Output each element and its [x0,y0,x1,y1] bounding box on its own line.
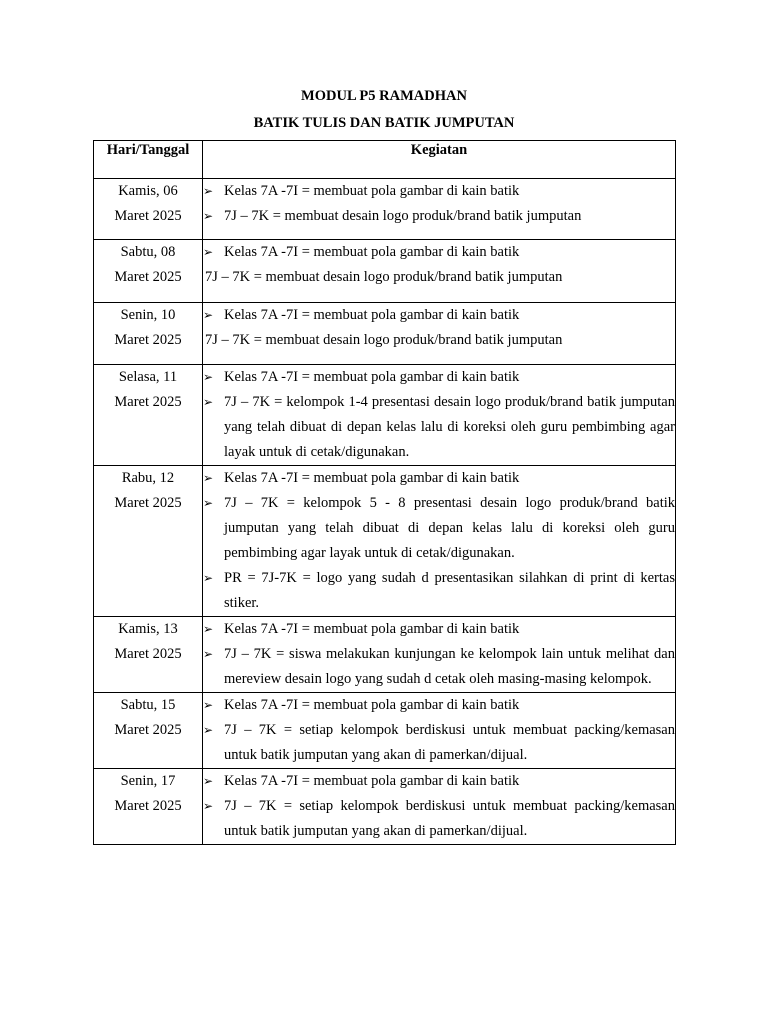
date-day: Senin, 10 [120,307,176,323]
arrowhead-bullet-icon: ➢ [203,799,214,813]
date-day: Sabtu, 15 [120,697,176,713]
activity-text: 7J – 7K = membuat desain logo produk/brand batik jumputan [205,332,563,348]
date-day: Rabu, 12 [121,470,175,486]
date-cell [94,617,203,693]
arrowhead-bullet-icon: ➢ [203,471,214,485]
activity-item [203,617,675,642]
activity-text: 7J – 7K = kelompok 5 - 8 presentasi desain logo produk/brand batik jumputan yang telah dibuat di depan kelas lalu di koreksi oleh guru pembimbing agar layak untuk di cetak/digunakan. [224,495,675,561]
date-cell [94,179,203,240]
arrowhead-bullet-icon: ➢ [203,370,214,384]
activity-text: 7J – 7K = membuat desain logo produk/brand batik jumputan [224,208,582,224]
arrowhead-bullet-icon: ➢ [203,245,214,259]
date-cell [94,303,203,365]
arrowhead-bullet-icon: ➢ [203,622,214,636]
activity-cell [203,466,676,617]
arrowhead-bullet-icon: ➢ [203,571,214,585]
date-month: Maret 2025 [114,208,182,224]
activity-item [203,303,675,328]
date-day: Senin, 17 [120,773,176,789]
activity-item [203,566,675,616]
date-cell [94,769,203,845]
activity-item [203,491,675,566]
activity-item [203,693,675,718]
arrowhead-bullet-icon: ➢ [203,698,214,712]
table-row [94,365,676,466]
activity-item [203,769,675,794]
document-subtitle: BATIK TULIS DAN BATIK JUMPUTAN [253,115,515,131]
activity-text: Kelas 7A -7I = membuat pola gambar di kain batik [224,183,520,199]
activity-item [203,365,675,390]
table-row [94,179,676,240]
activity-cell [203,365,676,466]
arrowhead-bullet-icon: ➢ [203,496,214,510]
activity-text: Kelas 7A -7I = membuat pola gambar di kain batik [224,369,520,385]
date-month: Maret 2025 [114,798,182,814]
arrowhead-bullet-icon: ➢ [203,774,214,788]
date-month: Maret 2025 [114,495,182,511]
activity-text: Kelas 7A -7I = membuat pola gambar di kain batik [224,307,520,323]
arrowhead-bullet-icon: ➢ [203,308,214,322]
table-row [94,617,676,693]
activity-text: 7J – 7K = setiap kelompok berdiskusi untuk membuat packing/kemasan untuk batik jumputan yang akan di pamerkan/dijual. [224,798,675,839]
activity-cell [203,179,676,240]
activity-text: 7J – 7K = kelompok 1-4 presentasi desain logo produk/brand batik jumputan yang telah dibuat di depan kelas lalu di koreksi oleh guru pembimbing agar layak untuk di cetak/digunakan. [224,394,675,460]
activity-text: 7J – 7K = siswa melakukan kunjungan ke kelompok lain untuk melihat dan mereview desain logo yang sudah d cetak oleh masing-masing kelompok. [224,646,675,687]
table-row [94,769,676,845]
activity-text: Kelas 7A -7I = membuat pola gambar di kain batik [224,773,520,789]
activity-item [203,466,675,491]
header-activity: Kegiatan [203,141,676,179]
activity-item [203,718,675,768]
arrowhead-bullet-icon: ➢ [203,723,214,737]
date-month: Maret 2025 [114,394,182,410]
activity-item [203,204,675,229]
date-day: Kamis, 13 [118,621,178,637]
arrowhead-bullet-icon: ➢ [203,395,214,409]
activity-item [203,390,675,465]
date-day: Selasa, 11 [118,369,178,385]
activity-cell [203,693,676,769]
date-day: Kamis, 06 [118,183,178,199]
date-cell [94,466,203,617]
date-day: Sabtu, 08 [120,244,176,260]
table-row [94,693,676,769]
activity-text: Kelas 7A -7I = membuat pola gambar di kain batik [224,697,520,713]
table-row [94,303,676,365]
activity-item [203,240,675,265]
date-cell [94,365,203,466]
activity-text: 7J – 7K = setiap kelompok berdiskusi untuk membuat packing/kemasan untuk batik jumputan yang akan di pamerkan/dijual. [224,722,675,763]
date-cell [94,240,203,303]
schedule-rows [94,179,676,845]
activity-item [203,794,675,844]
date-month: Maret 2025 [114,722,182,738]
header-date: Hari/Tanggal [94,141,203,179]
table-row [94,466,676,617]
date-cell [94,693,203,769]
activity-cell [203,617,676,693]
activity-item [203,642,675,692]
activity-cell [203,769,676,845]
arrowhead-bullet-icon: ➢ [203,647,214,661]
arrowhead-bullet-icon: ➢ [203,209,214,223]
schedule-table [93,140,676,845]
table-row [94,240,676,303]
date-month: Maret 2025 [114,332,182,348]
activity-cell [203,303,676,365]
activity-text: Kelas 7A -7I = membuat pola gambar di kain batik [224,621,520,637]
activity-text: PR = 7J-7K = logo yang sudah d presentasikan silahkan di print di kertas stiker. [224,570,675,611]
document-title: MODUL P5 RAMADHAN [301,88,467,104]
activity-text: 7J – 7K = membuat desain logo produk/brand batik jumputan [205,269,563,285]
activity-cell [203,240,676,303]
date-month: Maret 2025 [114,269,182,285]
table-header-row [94,141,676,179]
arrowhead-bullet-icon: ➢ [203,184,214,198]
activity-item [203,179,675,204]
activity-text: Kelas 7A -7I = membuat pola gambar di kain batik [224,244,520,260]
date-month: Maret 2025 [114,646,182,662]
activity-text: Kelas 7A -7I = membuat pola gambar di kain batik [224,470,520,486]
